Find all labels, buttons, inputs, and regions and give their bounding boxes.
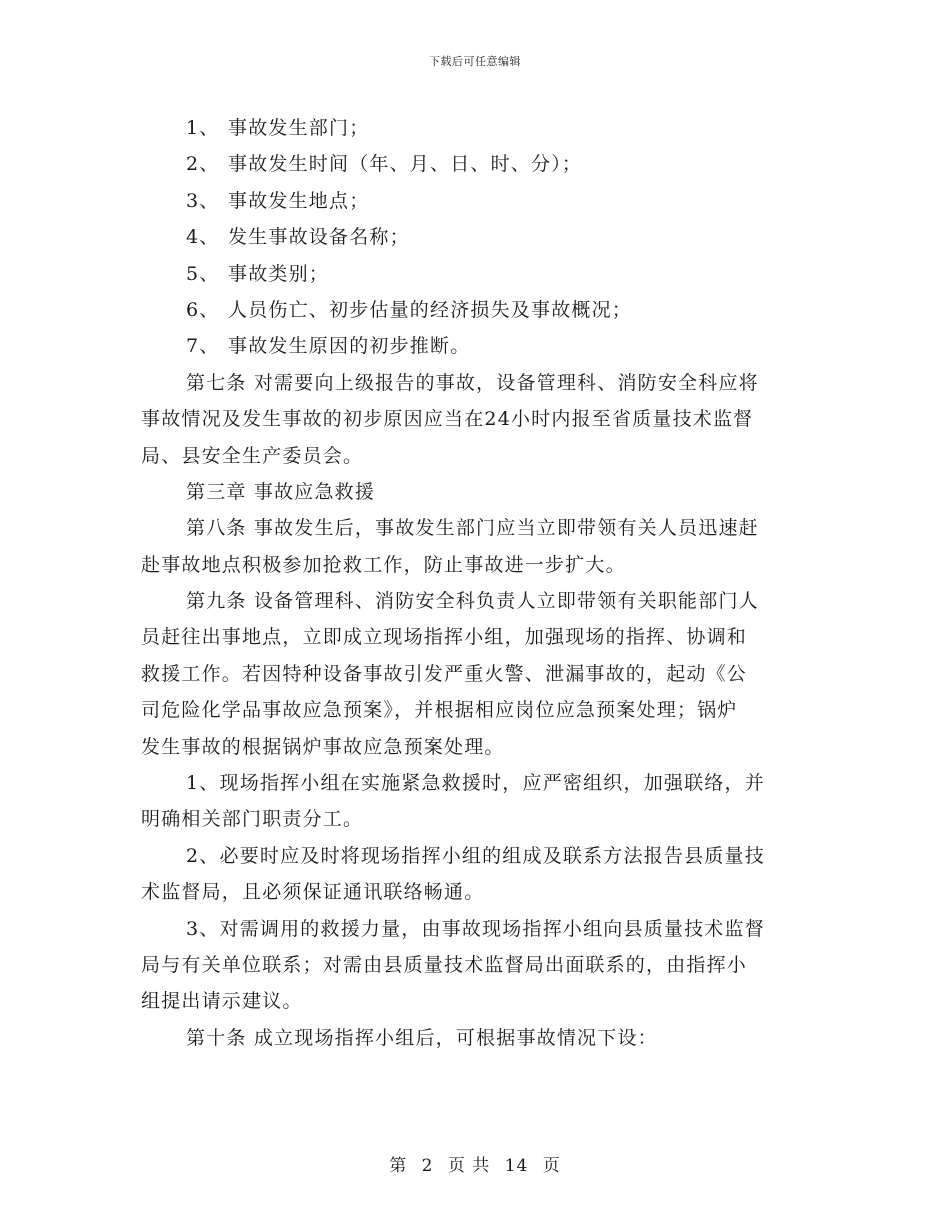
list-item <box>141 110 809 146</box>
article-9-line-2: 员赶往出事地点，立即成立现场指挥小组，加强现场的指挥、协调和 <box>141 626 748 649</box>
list-item-number: 5、 <box>186 262 220 285</box>
chapter-heading: 第三章 事故应急救援 <box>186 480 376 503</box>
article-9-line-1: 第九条 设备管理科、消防安全科负责人立即带领有关职能部门人 <box>186 590 759 613</box>
document-body <box>141 110 809 1056</box>
sub-item-3-line-2: 局与有关单位联系；对需由县质量技术监督局出面联系的，由指挥小 <box>141 953 748 976</box>
list-item-number: 3、 <box>186 189 220 212</box>
article-8-line-2: 赴事故地点积极参加抢救工作，防止事故进一步扩大。 <box>141 553 626 576</box>
article-7-line-2: 事故情况及发生事故的初步原因应当在24小时内报至省质量技术监督 <box>141 408 754 431</box>
sub-item-3-line-1: 3、对需调用的救援力量，由事故现场指挥小组向县质量技术监督 <box>186 917 765 940</box>
page-total: 14 <box>504 1156 529 1176</box>
sub-item-3-line-3: 组提出请示建议。 <box>141 990 303 1013</box>
article-7-line-1: 第七条 对需要向上级报告的事故，设备管理科、消防安全科应将 <box>186 371 759 394</box>
page-footer <box>0 1151 950 1176</box>
sub-item-2-line-2: 术监督局，且必须保证通讯联络畅通。 <box>141 881 485 904</box>
list-item <box>141 146 809 182</box>
article-7-line-3: 局、县安全生产委员会。 <box>141 444 364 467</box>
list-item <box>141 256 809 292</box>
list-item-number: 7、 <box>186 335 220 358</box>
list-item-text: 事故发生部门； <box>228 117 370 139</box>
article-9-line-3: 救援工作。若因特种设备事故引发严重火警、泄漏事故的，起动《公 <box>141 662 748 685</box>
footer-prefix: 第 <box>389 1156 408 1176</box>
list-item-number: 2、 <box>186 153 220 176</box>
sub-item-1-line-1: 1、现场指挥小组在实施紧急救援时，应严密组织，加强联络，并 <box>186 772 765 795</box>
list-item <box>141 328 809 364</box>
list-item-text: 事故类别； <box>228 262 330 285</box>
article-8-line-1: 第八条 事故发生后，事故发生部门应当立即带领有关人员迅速赶 <box>186 517 759 540</box>
list-item-text: 人员伤亡、初步估量的经济损失及事故概况； <box>228 298 633 321</box>
list-item-number: 1、 <box>186 117 220 139</box>
list-item <box>141 219 809 255</box>
article-9-line-4: 司危险化学品事故应急预案》，并根据相应岗位应急预案处理；锅炉 <box>141 699 738 722</box>
article-10-line-1: 第十条 成立现场指挥小组后，可根据事故情况下设： <box>186 1026 658 1049</box>
list-item-number: 6、 <box>186 298 220 321</box>
page-header: 下载后可任意编辑 <box>429 55 521 68</box>
list-item <box>141 183 809 219</box>
list-item-number: 4、 <box>186 226 220 249</box>
page-number: 2 <box>421 1156 434 1176</box>
list-item-text: 事故发生原因的初步推断。 <box>228 335 471 358</box>
sub-item-1-line-2: 明确相关部门职责分工。 <box>141 808 364 831</box>
list-item-text: 事故发生时间（年、月、日、时、分）； <box>228 153 583 176</box>
footer-suffix: 页 <box>542 1156 561 1176</box>
footer-mid: 页 共 <box>447 1156 491 1176</box>
list-item-text: 事故发生地点； <box>228 189 370 212</box>
list-item-text: 发生事故设备名称； <box>228 226 410 249</box>
article-9-line-5: 发生事故的根据锅炉事故应急预案处理。 <box>141 735 505 758</box>
sub-item-2-line-1: 2、必要时应及时将现场指挥小组的组成及联系方法报告县质量技 <box>186 844 765 867</box>
list-item <box>141 292 809 328</box>
